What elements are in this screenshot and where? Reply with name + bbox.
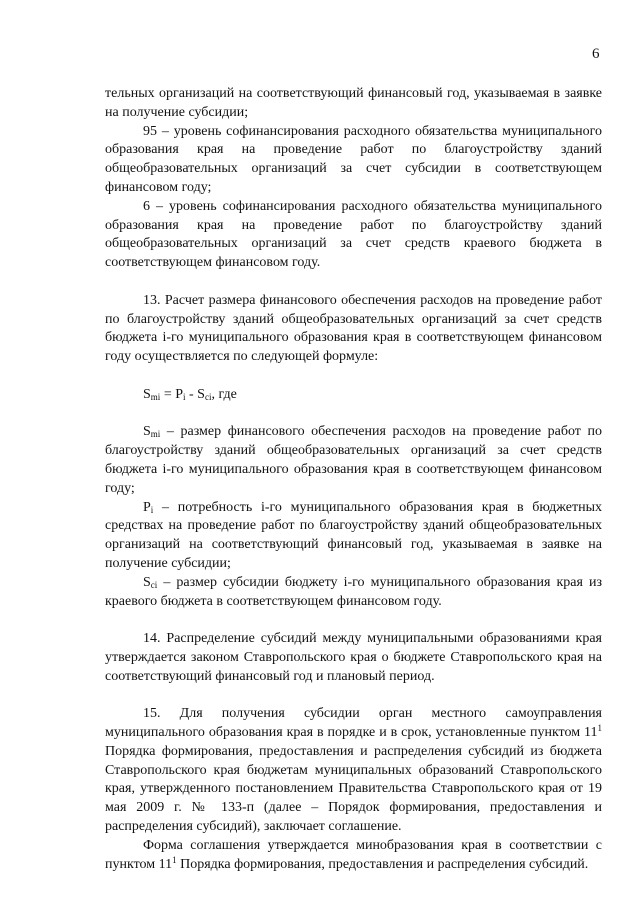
definition-pi-subscript: i xyxy=(150,504,154,515)
paragraph-cofinancing-95: 95 – уровень софинансирования расходного обязательства муниципального образования края на проведение работ по благоустройству зданий общеобразовательных организаций за счет субсидии в соответствующем финансовом году; xyxy=(105,123,602,195)
definition-sci-symbol: S xyxy=(143,574,151,590)
definition-sci-subscript: ci xyxy=(150,579,158,590)
definition-smi xyxy=(105,423,602,498)
definition-smi-symbol: S xyxy=(143,424,151,440)
formula-tail: , где xyxy=(211,386,237,402)
formula xyxy=(105,386,602,405)
document-body xyxy=(105,85,602,874)
definition-smi-subscript: mi xyxy=(150,429,161,440)
page-number: 6 xyxy=(592,46,600,62)
formula-s-symbol: S xyxy=(143,386,151,402)
definition-sci-text: – размер субсидии бюджету i-го муниципального образования края из краевого бюджета в соответствующем финансовом году. xyxy=(105,574,602,609)
paragraph-14: 14. Распределение субсидий между муниципальными образованиями края утверждается законом Ставропольского края о бюджете Ставропольского края на соответствующий финансовый год и плановый период. xyxy=(105,631,602,684)
paragraph-agreement-form-part-a: Форма соглашения утверждается минобразования края в соответствии с пунктом 11 xyxy=(105,837,602,872)
definition-pi xyxy=(105,499,602,574)
paragraph-cofinancing-6: 6 – уровень софинансирования расходного обязательства муниципального образования края на проведение работ по благоустройству зданий общеобразовательных организаций за счет средств краевого бюджета в соответствующем финансовом году. xyxy=(105,198,602,271)
formula-s2-subscript: ci xyxy=(204,391,212,402)
formula-p-subscript: i xyxy=(183,391,186,402)
paragraph-15-part-b: Порядка формирования, предоставления и распределения субсидий из бюджета Ставропольского края бюджетам муниципальных образований Ставропольского края, утвержденного постановлением Правительства Ставропольского края от 19 мая 2009 г. № 133-п (далее – Порядок формирования, предоставления и распределения субсидий), заключает соглашение. xyxy=(105,743,602,835)
paragraph-15-superscript: 1 xyxy=(597,723,602,734)
formula-equals-p: = P xyxy=(160,386,183,402)
definition-smi-text: – размер финансового обеспечения расходов на проведение работ по благоустройству зданий общеобразовательных организаций за счет средств бюджета i-го муниципального образования края в соответствующем финансовом году; xyxy=(105,424,602,496)
definition-sci xyxy=(105,574,602,612)
paragraph-agreement-form xyxy=(105,837,602,875)
definition-pi-symbol: P xyxy=(143,499,151,515)
paragraph-agreement-form-superscript: 1 xyxy=(172,854,177,865)
paragraph-agreement-form-part-b: Порядка формирования, предоставления и распределения субсидий. xyxy=(176,856,589,872)
formula-s-subscript: mi xyxy=(150,391,161,402)
paragraph-15 xyxy=(105,705,602,837)
paragraph-13: 13. Расчет размера финансового обеспечения расходов на проведение работ по благоустройству зданий общеобразовательных организаций за счет средств бюджета i-го муниципального образования края в соответствующем финансовом году осуществляется по следующей формуле: xyxy=(105,292,602,365)
paragraph-continuation: тельных организаций на соответствующий финансовый год, указываемая в заявке на получение субсидии; xyxy=(105,86,602,120)
paragraph-15-part-a: 15. Для получения субсидии орган местного самоуправления муниципального образования края в порядке и в срок, установленные пунктом 11 xyxy=(105,706,602,741)
definition-pi-text: – потребность i-го муниципального образования края в бюджетных средствах на проведение работ по благоустройству зданий общеобразовательных организаций на соответствующий финансовый год, указываемая в заявке на получение субсидии; xyxy=(105,499,602,571)
formula-minus-s: - S xyxy=(185,386,205,402)
